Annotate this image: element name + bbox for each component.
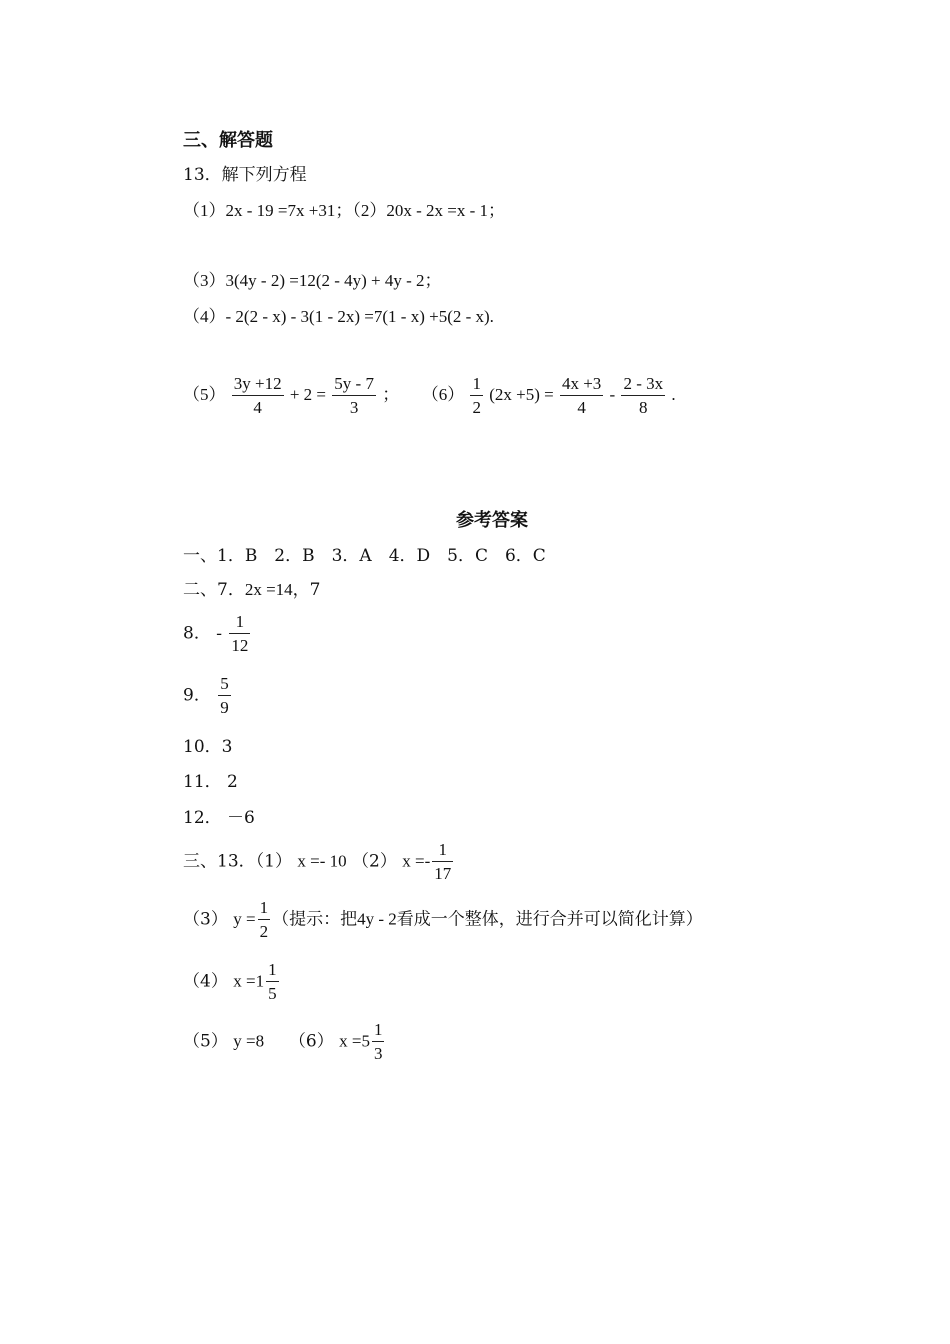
answer-9-fraction (218, 674, 231, 718)
answer-13-3-hint-a: （提示：把 (272, 909, 358, 930)
fraction-denominator: 2 (259, 922, 269, 941)
problem-5-and-6 (183, 374, 676, 418)
fraction-denominator: 3 (349, 398, 359, 417)
answer-7-tail: ，7 (292, 580, 321, 600)
answer-13-3-fraction (258, 898, 271, 942)
problem-6-fraction-1 (470, 374, 483, 418)
answer-13-4-fraction (266, 960, 279, 1004)
problem-6-end: . (671, 384, 676, 404)
fraction-numerator: 1 (258, 898, 271, 920)
answer-13-label-2: （2） (352, 851, 397, 872)
problem-5-fraction-1 (232, 374, 284, 418)
problem-6-fraction-3 (621, 374, 665, 418)
answer-13-2-lhs: x =- (402, 851, 431, 871)
problem-6-minus: - (609, 384, 616, 404)
question-13-title: 13．解下列方程 (183, 165, 307, 185)
answers-title: 参考答案 (456, 510, 528, 531)
problem-5-end: ； (382, 384, 400, 404)
problem-6-label: （6） (421, 384, 465, 404)
fraction-denominator: 4 (577, 398, 586, 417)
answer-8-sign: - (216, 623, 222, 643)
problem-4 (183, 302, 494, 327)
fraction-denominator: 17 (434, 864, 452, 883)
answer-13-6-fraction (372, 1020, 385, 1064)
section-title: 三、解答题 (183, 130, 273, 151)
fraction-denominator: 12 (231, 636, 249, 655)
fraction-numerator: 1 (470, 374, 483, 396)
problem-6-middle: (2x +5) = (489, 384, 554, 404)
answers-row-9 (183, 674, 233, 718)
fraction-numerator: 4x +3 (560, 374, 603, 396)
fraction-denominator: 2 (472, 398, 481, 417)
answer-13-5: y =8 (233, 1031, 265, 1051)
answer-13-3-label: （3） (183, 909, 228, 930)
answer-8-fraction (229, 612, 250, 656)
problem-1-label: （1） (183, 201, 226, 220)
answers-row-10: 10．3 (183, 737, 233, 757)
problem-3-label: （3） (183, 271, 226, 290)
answer-7-equation: 2x =14 (244, 580, 293, 599)
fraction-numerator: 5y - 7 (332, 374, 376, 396)
answers-row-8 (183, 612, 252, 656)
problem-2-equation: 20x - 2x =x - 1； (386, 201, 506, 220)
problem-1-and-2 (183, 196, 505, 221)
answer-7-label: 二、7． (183, 580, 245, 600)
answer-13-2-fraction (432, 840, 453, 884)
answers-row-13-5-6 (183, 1020, 386, 1064)
fraction-denominator: 5 (268, 984, 277, 1003)
answers-row-13-4 (183, 960, 281, 1004)
fraction-numerator: 1 (432, 840, 453, 862)
answer-13-3-hint-expr: 4y - 2 (357, 909, 397, 929)
fraction-denominator: 3 (373, 1044, 383, 1063)
answers-row-7 (183, 575, 321, 600)
answers-row-12: 12． －6 (183, 808, 255, 828)
answer-13-label: 三、13．（1） (183, 851, 292, 872)
answer-13-6-lhs: x =5 (339, 1031, 370, 1051)
answer-9-label: 9． (183, 685, 211, 706)
problem-3 (183, 266, 442, 291)
fraction-numerator: 1 (229, 612, 250, 634)
fraction-numerator: 1 (372, 1020, 385, 1042)
fraction-denominator: 8 (639, 398, 648, 417)
fraction-numerator: 2 - 3x (621, 374, 665, 396)
answer-13-6-label: （6） (288, 1031, 334, 1052)
answers-row-13 (183, 840, 455, 884)
fraction-denominator: 4 (253, 398, 262, 417)
problem-3-equation: 3(4y - 2) =12(2 - 4y) + 4y - 2； (225, 271, 442, 290)
problem-1-equation: 2x - 19 =7x +31； (225, 201, 353, 220)
problem-5-fraction-2 (332, 374, 376, 418)
answers-row-choice: 一、1．B 2．B 3．A 4．D 5．C 6．C (183, 546, 546, 566)
answer-13-1: x =- 10 (297, 851, 347, 871)
problem-5-label: （5） (183, 384, 226, 404)
fraction-denominator: 9 (220, 698, 229, 717)
problem-4-equation: - 2(2 - x) - 3(1 - 2x) =7(1 - x) +5(2 - x). (225, 307, 494, 326)
problem-6-fraction-2 (560, 374, 603, 418)
fraction-numerator: 5 (218, 674, 231, 696)
answers-row-13-3 (183, 898, 703, 942)
problem-4-label: （4） (183, 307, 226, 326)
answer-13-3-lhs: y = (233, 909, 256, 929)
answer-13-4-label: （4） (183, 971, 228, 992)
answers-row-11: 11． 2 (183, 772, 238, 792)
problem-5-middle: + 2 = (289, 384, 327, 404)
answer-13-5-label: （5） (183, 1031, 228, 1052)
fraction-numerator: 3y +12 (232, 374, 284, 396)
answer-8-label: 8． (183, 623, 211, 644)
answer-13-3-hint-b: 看成一个整体，进行合并可以简化计算） (396, 909, 703, 930)
fraction-numerator: 1 (266, 960, 279, 982)
problem-2-label: （2） (352, 201, 387, 220)
answer-13-4-lhs: x =1 (233, 971, 265, 991)
